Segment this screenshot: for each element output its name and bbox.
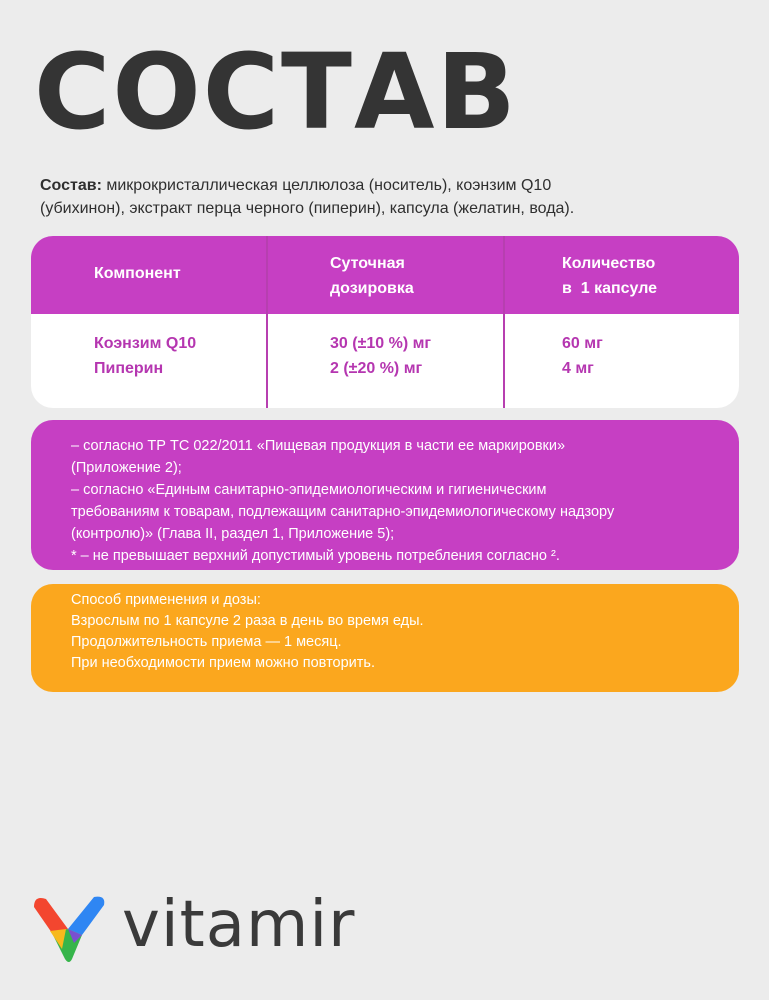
header-daily-line-1: Суточная (330, 255, 405, 272)
row-1-component: Коэнзим Q10 (94, 335, 197, 352)
header-component: Компонент (94, 265, 181, 282)
row-2-daily: 2 (±20 %) мг (330, 360, 423, 377)
row-2-component: Пиперин (94, 360, 164, 377)
note-line: – согласно «Единым санитарно-эпидемиологическим и гигиеническим (71, 482, 547, 498)
vitamir-logo-text: vitamir (122, 888, 356, 962)
composition-label: Состав: (40, 177, 102, 194)
header-daily-line-2: дозировка (330, 280, 414, 297)
row-1-amount: 60 мг (562, 335, 603, 352)
note-line: (контролю)» (Глава II, раздел 1, Приложение 5); (71, 526, 395, 542)
header-amount (562, 251, 657, 301)
table-row-amount-col (562, 331, 603, 381)
usage-line: Способ применения и дозы: (71, 592, 261, 608)
usage-line: Взрослым по 1 капсуле 2 раза в день во время еды. (71, 613, 424, 629)
table-divider (503, 236, 505, 408)
note-line: – согласно ТР ТС 022/2011 «Пищевая продукция в части ее маркировки» (71, 438, 566, 454)
table-row-component-col (94, 331, 196, 381)
composition-text (40, 174, 730, 220)
row-2-amount: 4 мг (562, 360, 594, 377)
usage-line: При необходимости прием можно повторить. (71, 655, 375, 671)
header-amount-line-1: Количество (562, 255, 656, 272)
dosage-table (31, 236, 739, 408)
composition-line-1: микрокристаллическая целлюлоза (носитель), коэнзим Q10 (101, 177, 552, 194)
page-title: СОСТАВ (34, 31, 518, 153)
note-line: * – не превышает верхний допустимый уровень потребления согласно ². (71, 548, 560, 564)
header-amount-line-2: в 1 капсуле (562, 280, 658, 297)
regulatory-notes (31, 420, 739, 570)
vitamir-v-logo-icon (30, 893, 108, 965)
note-line: требованиям к товарам, подлежащим санитарно-эпидемиологическому надзору (71, 504, 615, 520)
row-1-daily: 30 (±10 %) мг (330, 335, 432, 352)
header-daily-dose (330, 251, 414, 301)
table-row-daily-col (330, 331, 431, 381)
composition-line-2: (убихинон), экстракт перца черного (пиперин), капсула (желатин, вода). (40, 200, 575, 217)
usage-instructions (31, 584, 739, 692)
note-line: (Приложение 2); (71, 460, 182, 476)
table-divider (266, 236, 268, 408)
usage-line: Продолжительность приема — 1 месяц. (71, 634, 342, 650)
